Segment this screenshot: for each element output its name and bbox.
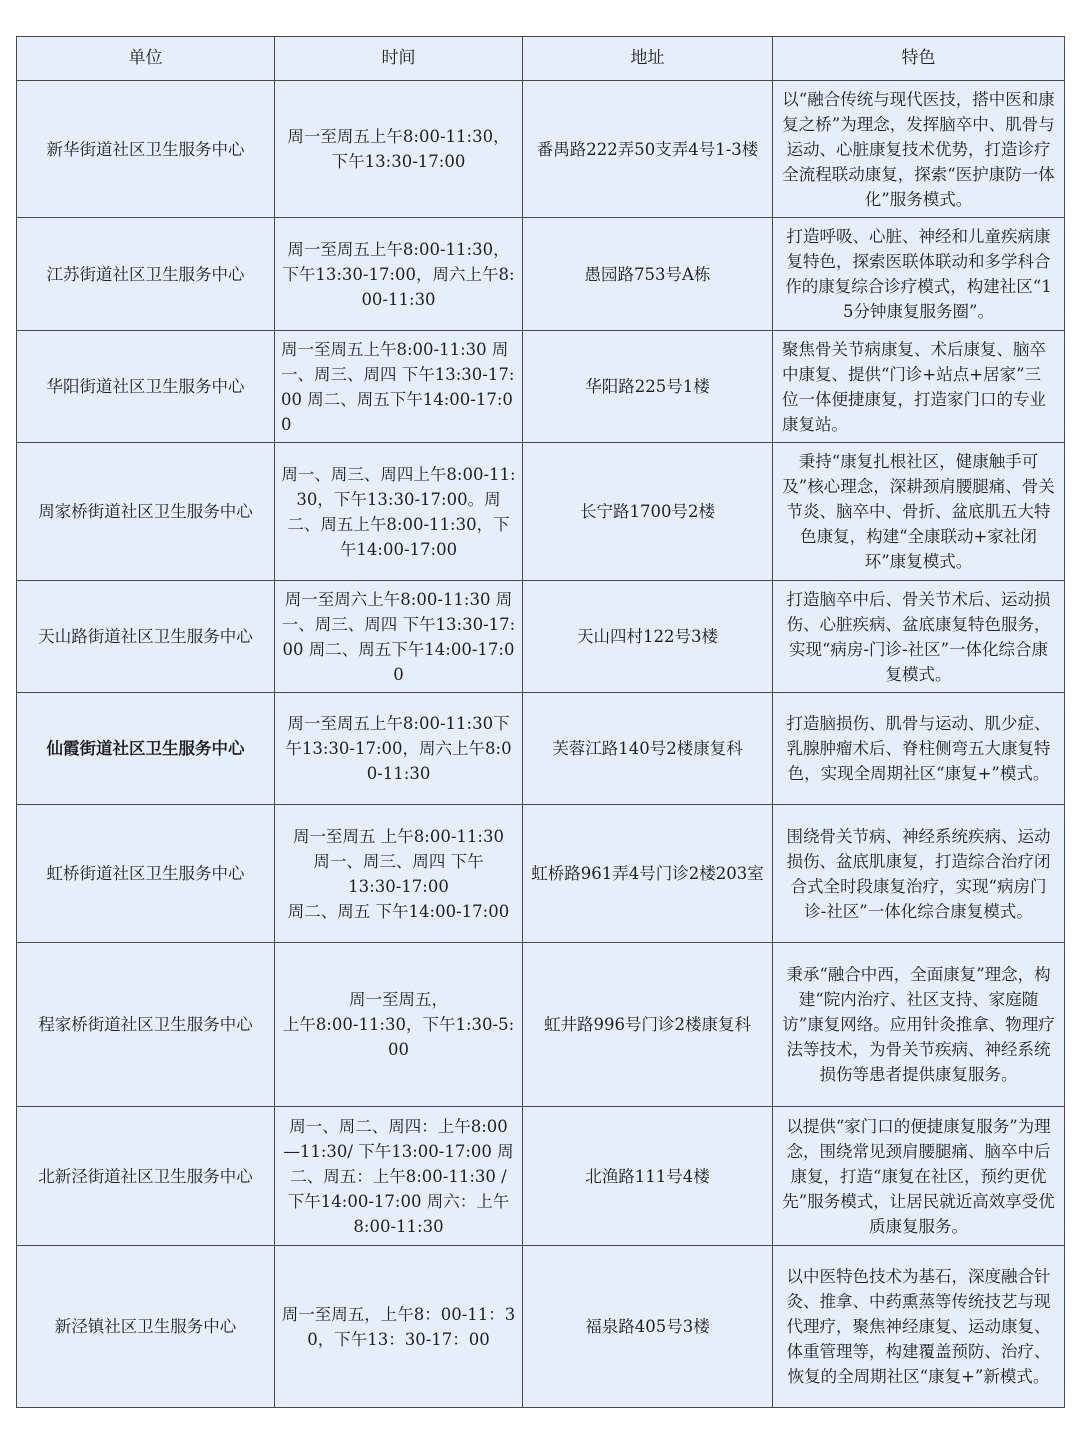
feature-cell: 以中医特色技术为基石，深度融合针灸、推拿、中药熏蒸等传统技艺与现代理疗，聚焦神经康复、运动康复、体重管理等，构建覆盖预防、治疗、恢复的全周期社区“康复+”新模式。 — [773, 1246, 1065, 1408]
time-line: 周一至周五 上午8:00-11:30 — [293, 826, 504, 846]
address-cell: 愚园路753号A栋 — [523, 218, 773, 331]
address-cell: 天山四村122号3楼 — [523, 581, 773, 693]
feature-cell: 秉承“融合中西，全面康复”理念，构建“院内治疗、社区支持、家庭随访”康复网络。应用针灸推拿、物理疗法等技术，为骨关节疾病、神经系统损伤等患者提供康复服务。 — [773, 943, 1065, 1107]
address-cell: 虹桥路961弄4号门诊2楼203室 — [523, 805, 773, 943]
feature-cell: 聚焦骨关节病康复、术后康复、脑卒中康复、提供“门诊+站点+居家”三位一体便捷康复，打造家门口的专业康复站。 — [773, 331, 1065, 443]
table-row — [17, 693, 1065, 805]
address-cell: 芙蓉江路140号2楼康复科 — [523, 693, 773, 805]
unit-cell: 新泾镇社区卫生服务中心 — [17, 1246, 275, 1408]
feature-cell: 以“融合传统与现代医技，搭中医和康复之桥”为理念，发挥脑卒中、肌骨与运动、心脏康复技术优势，打造诊疗全流程联动康复，探索“医护康防一体化”服务模式。 — [773, 81, 1065, 218]
unit-cell: 虹桥街道社区卫生服务中心 — [17, 805, 275, 943]
feature-cell: 以提供“家门口的便捷康复服务”为理念，围绕常见颈肩腰腿痛、脑卒中后康复，打造“康复在社区，预约更优先”服务模式，让居民就近高效享受优质康复服务。 — [773, 1107, 1065, 1246]
time-cell: 周一至周五上午8:00-11:30，下午13:30-17:00 — [275, 81, 523, 218]
time-cell: 周一至周六上午8:00-11:30 周一、周三、周四 下午13:30-17:00 周二、周五下午14:00-17:00 — [275, 581, 523, 693]
feature-cell: 围绕骨关节病、神经系统疾病、运动损伤、盆底肌康复，打造综合治疗闭合式全时段康复治疗，实现“病房门诊-社区”一体化综合康复模式。 — [773, 805, 1065, 943]
table-header-row — [17, 37, 1065, 81]
feature-cell: 打造脑损伤、肌骨与运动、肌少症、乳腺肿瘤术后、脊柱侧弯五大康复特色，实现全周期社区“康复+”模式。 — [773, 693, 1065, 805]
feature-cell: 打造脑卒中后、骨关节术后、运动损伤、心脏疾病、盆底康复特色服务，实现“病房-门诊-社区”一体化综合康复模式。 — [773, 581, 1065, 693]
time-cell: 周一至周五，上午8：00-11：30，下午13：30-17：00 — [275, 1246, 523, 1408]
unit-cell: 新华街道社区卫生服务中心 — [17, 81, 275, 218]
table-row — [17, 1246, 1065, 1408]
header-address: 地址 — [523, 37, 773, 81]
time-cell: 周一至周五上午8:00-11:30，下午13:30-17:00，周六上午8:00-11:30 — [275, 218, 523, 331]
table-row — [17, 443, 1065, 581]
header-unit: 单位 — [17, 37, 275, 81]
address-cell: 番禺路222弄50支弄4号1-3楼 — [523, 81, 773, 218]
address-cell: 福泉路405号3楼 — [523, 1246, 773, 1408]
time-line: 13:30-17:00 — [348, 876, 449, 896]
unit-cell: 仙霞街道社区卫生服务中心 — [17, 693, 275, 805]
time-cell: 周一、周三、周四上午8:00-11:30，下午13:30-17:00。周二、周五上午8:00-11:30，下午14:00-17:00 — [275, 443, 523, 581]
table-row — [17, 218, 1065, 331]
time-line: 周二、周五 下午14:00-17:00 — [287, 901, 510, 921]
time-cell: 周一至周五上午8:00-11:30下午13:30-17:00，周六上午8:00-11:30 — [275, 693, 523, 805]
feature-cell: 秉持“康复扎根社区，健康触手可及”核心理念，深耕颈肩腰腿痛、骨关节炎、脑卒中、骨折、盆底肌五大特色康复，构建“全康联动+家社闭环”康复模式。 — [773, 443, 1065, 581]
feature-cell: 打造呼吸、心脏、神经和儿童疾病康复特色，探索医联体联动和多学科合作的康复综合诊疗模式，构建社区“15分钟康复服务圈”。 — [773, 218, 1065, 331]
unit-cell: 江苏街道社区卫生服务中心 — [17, 218, 275, 331]
table-row — [17, 943, 1065, 1107]
unit-cell: 天山路街道社区卫生服务中心 — [17, 581, 275, 693]
table-row — [17, 1107, 1065, 1246]
address-cell: 北渔路111号4楼 — [523, 1107, 773, 1246]
time-cell: 周一至周五上午8:00-11:30 周一、周三、周四 下午13:30-17:00 周二、周五下午14:00-17:00 — [275, 331, 523, 443]
time-cell: 周一、周二、周四：上午8:00—11:30/ 下午13:00-17:00 周二、周五：上午8:00-11:30 / 下午14:00-17:00 周六：上午8:00-11:30 — [275, 1107, 523, 1246]
address-cell: 长宁路1700号2楼 — [523, 443, 773, 581]
address-cell: 华阳路225号1楼 — [523, 331, 773, 443]
table-row — [17, 331, 1065, 443]
table-row — [17, 805, 1065, 943]
time-line: 周一至周五， — [349, 990, 448, 1009]
time-line: 周一、周三、周四 下午 — [313, 851, 484, 871]
time-cell — [275, 805, 523, 943]
unit-cell: 程家桥街道社区卫生服务中心 — [17, 943, 275, 1107]
unit-cell: 北新泾街道社区卫生服务中心 — [17, 1107, 275, 1246]
rehab-centers-table — [16, 36, 1065, 1408]
header-feature: 特色 — [773, 37, 1065, 81]
table-row — [17, 81, 1065, 218]
address-cell: 虹井路996号门诊2楼康复科 — [523, 943, 773, 1107]
unit-cell: 周家桥街道社区卫生服务中心 — [17, 443, 275, 581]
time-line: 上午8:00-11:30，下午1:30-5:00 — [282, 1015, 515, 1059]
rehab-centers-table-container — [16, 36, 1064, 1408]
header-time: 时间 — [275, 37, 523, 81]
unit-cell: 华阳街道社区卫生服务中心 — [17, 331, 275, 443]
time-cell — [275, 943, 523, 1107]
table-row — [17, 581, 1065, 693]
